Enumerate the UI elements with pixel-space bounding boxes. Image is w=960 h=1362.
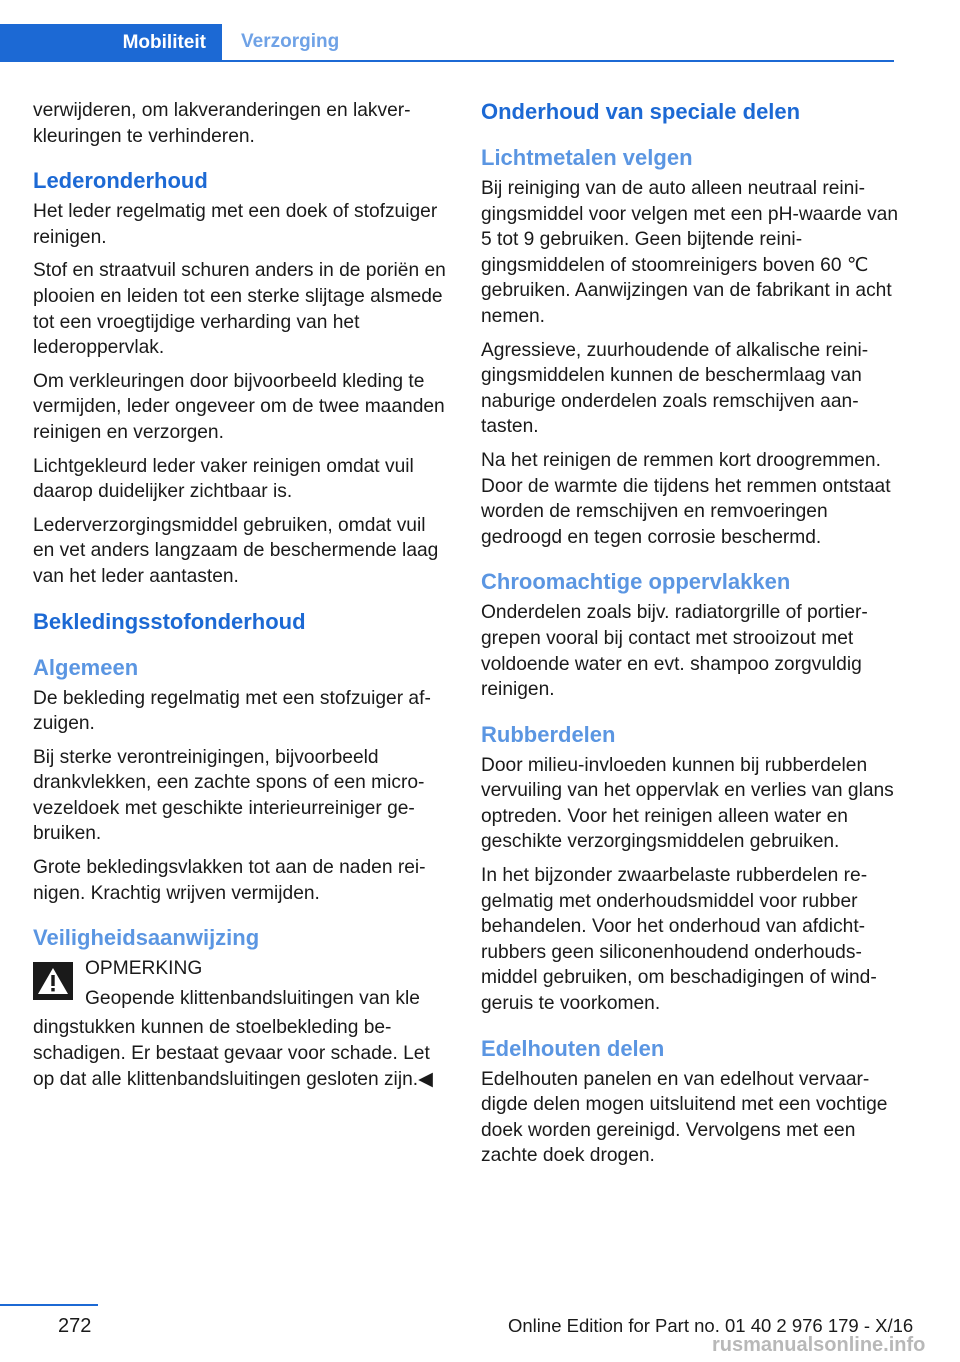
intro-paragraph: verwijderen, om lakveranderingen en lakverkleuringen te verhinderen. xyxy=(33,100,411,147)
warning-label: OPMERKING xyxy=(85,958,203,980)
right-column xyxy=(481,98,899,1177)
leather-paragraph-1: Het leder regelmatig met een doek of stofzuiger reinigen. xyxy=(33,201,438,248)
rubber-paragraph-2: In het bijzonder zwaarbelaste rubberdelen regelmatig met onderhoudsmiddel voor rubber behandelen. Voor het onderhoud van afdichtrubbers geen siliconenhoudend onderhoudsmiddel gebruiken, om beschadigingen of windgeruis te voorkomen. xyxy=(481,865,877,1015)
heading-bekledingsstofonderhoud: Bekledingsstofonderhoud xyxy=(33,608,306,634)
watermark: rusmanualsonline.info xyxy=(712,1334,926,1356)
heading-algemeen: Algemeen xyxy=(33,654,139,680)
leather-paragraph-4: Lichtgekleurd leder vaker reinigen omdat vuil daarop duidelijker zichtbaar is. xyxy=(33,455,414,503)
tab-mobiliteit[interactable]: Mobiliteit xyxy=(0,24,222,62)
warning-notice xyxy=(33,956,451,1092)
rims-paragraph-2: Agressieve, zuurhoudende of alkalische reinigingsmiddelen kunnen de beschermlaag van naburige onderdelen zoals remschijven aantasten. xyxy=(481,339,869,438)
page-number: 272 xyxy=(58,1315,92,1337)
header-rule xyxy=(0,60,894,62)
leather-paragraph-5: Lederverzorgingsmiddel gebruiken, omdat vuil en vet anders langzaam de beschermende laag van het leder aantasten. xyxy=(33,514,439,587)
wood-paragraph-1: Edelhouten panelen en van edelhout vervaardigde delen mogen uitsluitend met een vochtige doek worden gereinigd. Vervolgens met een zachte doek drogen. xyxy=(481,1068,888,1167)
heading-veiligheidsaanwijzing: Veiligheidsaanwijzing xyxy=(33,925,260,951)
heading-edelhouten-delen: Edelhouten delen xyxy=(481,1035,665,1061)
heading-lichtmetalen-velgen: Lichtmetalen velgen xyxy=(481,145,693,170)
chapter-tab-bar xyxy=(0,24,894,62)
footer-rule xyxy=(0,1304,98,1306)
leather-paragraph-3: Om verkleuringen door bijvoorbeeld kleding te vermijden, leder ongeveer om de twee maanden reinigen en verzorgen. xyxy=(33,370,445,443)
rubber-paragraph-1: Door milieu-invloeden kunnen bij rubberdelen vervuiling van het oppervlak en verlies van glans optreden. Voor het reinigen alleen water en geschikte verzorgingsmiddelen gebruiken. xyxy=(481,754,894,853)
chrome-paragraph-1: Onderdelen zoals bijv. radiatorgrille of portiergrepen vooral bij contact met strooizout met voldoende water en evt. shampoo zorgvuldig reinigen. xyxy=(481,602,868,701)
warning-text-continued: dingstukken kunnen de stoelbekleding beschadigen. Er bestaat gevaar voor schade. Let op dat alle klittenbandsluitingen gesloten zijn.◀ xyxy=(33,1017,433,1090)
heading-onderhoud-speciale-delen: Onderhoud van speciale delen xyxy=(481,99,801,124)
rims-paragraph-3: Na het reinigen de remmen kort droogremmen. Door de warmte die tijdens het remmen ontstaat worden de remschijven en remvoeringen gedroogd en tegen corrosie beschermd. xyxy=(481,449,891,548)
warning-text-line-1: Geopende klittenbandsluitingen van kle xyxy=(85,987,420,1009)
upholstery-paragraph-1: De bekleding regelmatig met een stofzuiger afzuigen. xyxy=(33,687,431,735)
left-column xyxy=(33,98,451,1100)
upholstery-paragraph-2: Bij sterke verontreinigingen, bijvoorbeeld drankvlekken, een zachte spons of een microvezeldoek met geschikte interieurreiniger gebruiken. xyxy=(33,746,425,845)
tab-verzorging[interactable]: Verzorging xyxy=(241,31,340,52)
heading-lederonderhoud: Lederonderhoud xyxy=(33,168,208,194)
leather-paragraph-2: Stof en straatvuil schuren anders in de poriën en plooien en leiden tot een sterke slijtage alsmede tot een vroegtijdige verharding van het lederoppervlak. xyxy=(33,260,446,359)
rims-paragraph-1: Bij reiniging van de auto alleen neutraal reinigingsmiddel voor velgen met een pH-waarde van 5 tot 9 gebruiken. Geen bijtende reinigingsmiddelen of stoomreinigers boven 60 ℃ gebruiken. Aanwijzingen van de fabrikant in acht nemen. xyxy=(481,178,899,327)
warning-triangle-icon xyxy=(33,962,73,1000)
heading-chroomachtige-oppervlakken: Chroomachtige oppervlakken xyxy=(481,569,791,595)
upholstery-paragraph-3: Grote bekledingsvlakken tot aan de naden reinigen. Krachtig wrijven vermijden. xyxy=(33,857,426,904)
heading-rubberdelen: Rubberdelen xyxy=(481,721,616,747)
edition-text: Online Edition for Part no. 01 40 2 976 179 - X/16 xyxy=(508,1315,914,1336)
